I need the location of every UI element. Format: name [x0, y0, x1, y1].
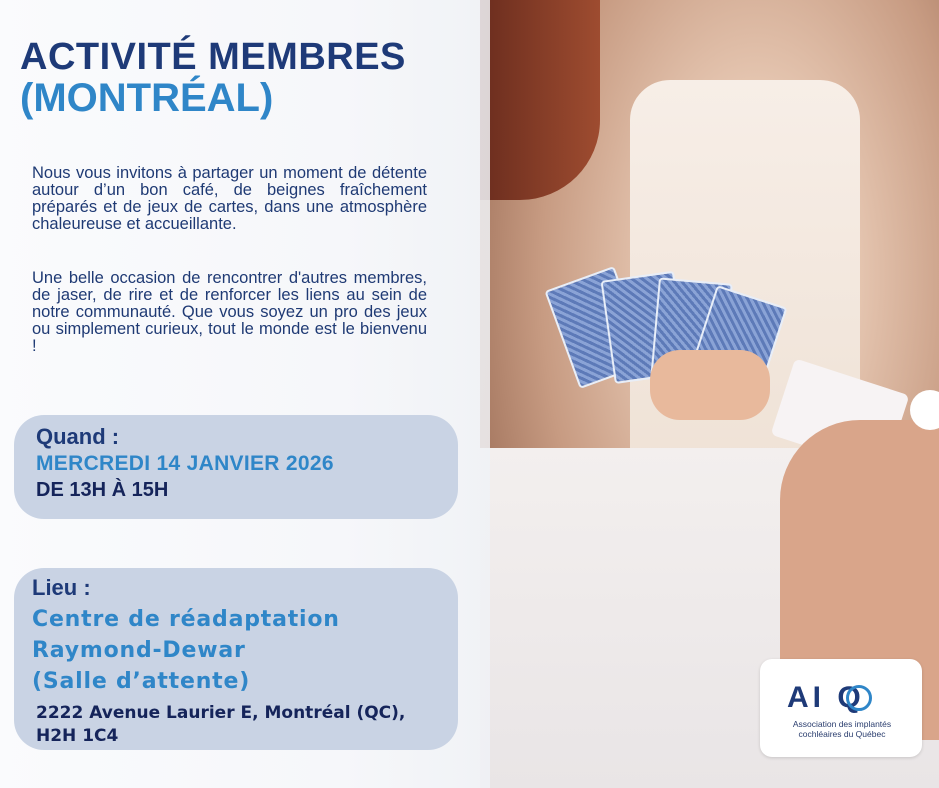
- where-venue-line-3: (Salle d’attente): [32, 669, 251, 694]
- page-subtitle: (MONTRÉAL): [20, 76, 274, 120]
- intro-paragraph-1: Nous vous invitons à partager un moment de détente autour d’un bon café, de beignes fraîchement préparés et de jeux de cartes, dans une atmosphère chaleureuse et accueillante.: [32, 164, 427, 233]
- where-address-line-2: H2H 1C4: [36, 726, 119, 746]
- aiq-logo: [760, 659, 922, 757]
- when-time: DE 13H À 15H: [36, 479, 169, 501]
- intro-paragraph-2: Une belle occasion de rencontrer d'autres membres, de jaser, de rire et de renforcer les liens au sein de notre communauté. Que vous soyez un pro des jeux ou simplement curieux, tout le monde est le bienvenu !: [32, 269, 427, 355]
- where-address-line-1: 2222 Avenue Laurier E, Montréal (QC),: [36, 703, 406, 723]
- where-venue-line-2: Raymond-Dewar: [32, 638, 246, 663]
- when-label: Quand :: [36, 424, 120, 449]
- where-label: Lieu :: [32, 575, 91, 600]
- logo-mark: AI Q: [787, 681, 865, 714]
- cochlear-ring-icon: [846, 685, 872, 711]
- when-date: MERCREDI 14 JANVIER 2026: [36, 452, 334, 475]
- logo-subtitle: Association des implantés cochléaires du Québec: [792, 719, 892, 739]
- page-title: ACTIVITÉ MEMBRES: [20, 36, 406, 78]
- photo-hair: [480, 0, 600, 200]
- photo-hand: [650, 350, 770, 420]
- where-venue-line-1: Centre de réadaptation: [32, 607, 340, 632]
